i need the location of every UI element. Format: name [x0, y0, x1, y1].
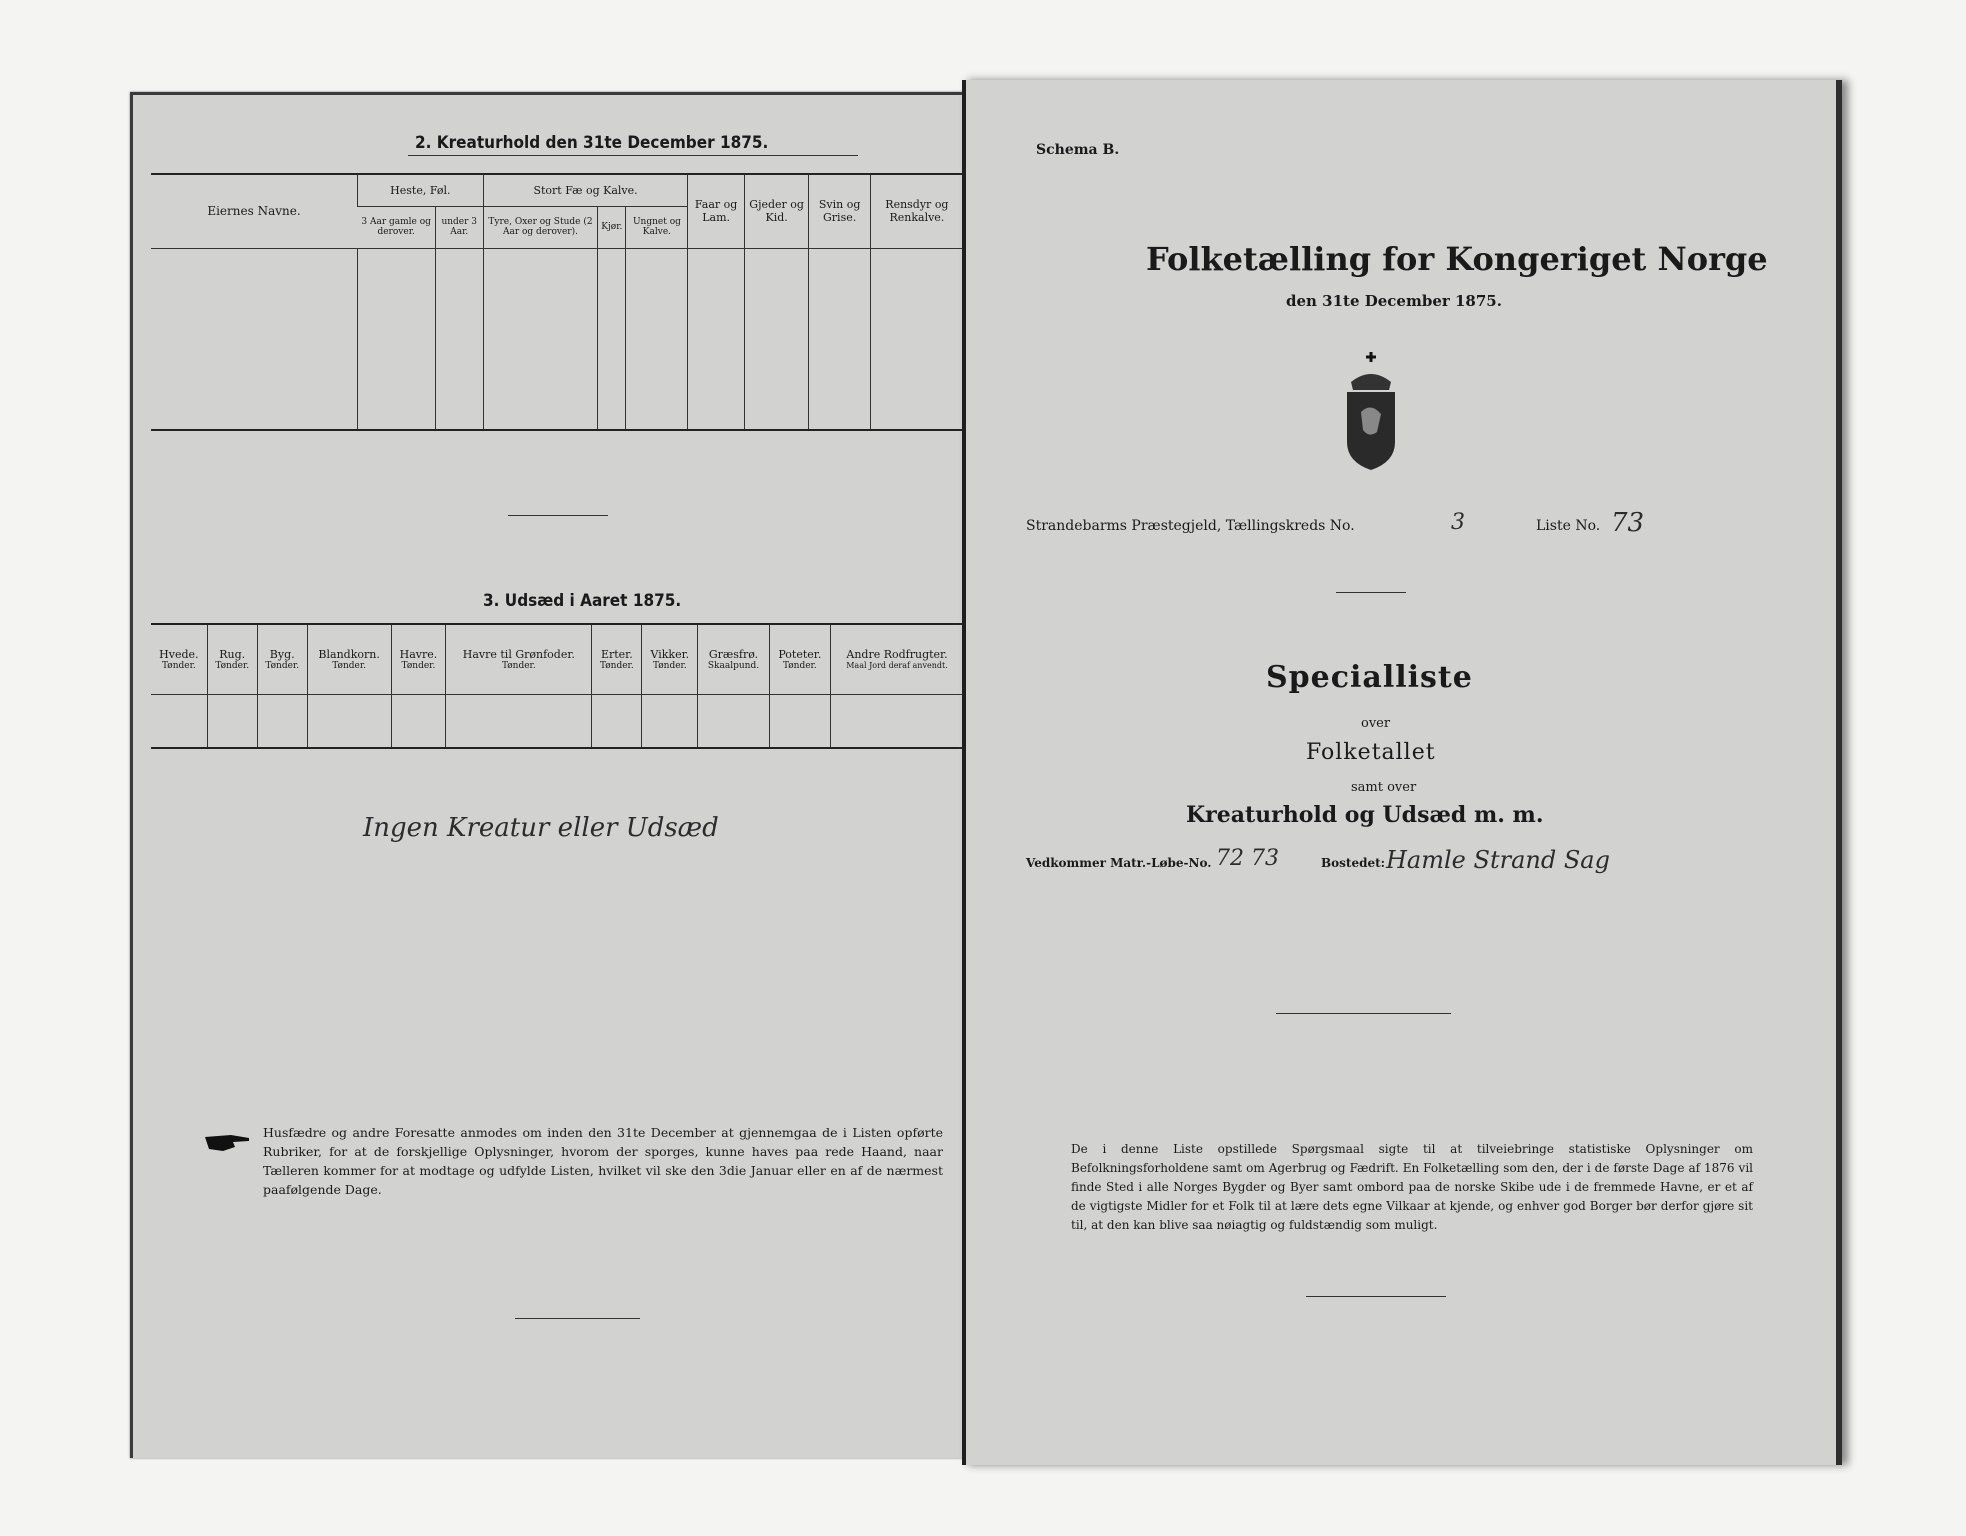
samt-over: samt over [1351, 780, 1417, 795]
livestock-empty-row [151, 248, 963, 430]
date-line: den 31te December 1875. [1286, 292, 1502, 310]
horses-header: Heste, Føl. [358, 174, 484, 206]
right-page [962, 80, 1842, 1465]
seed-table [151, 623, 963, 749]
crop-havre-gronfoder: Havre til Grønfoder. Tønder. [446, 624, 592, 694]
left-page [130, 92, 965, 1458]
pigs-header: Svin og Grise. [809, 174, 870, 248]
crop-rodfrugter: Andre Rodfrugter. Maal Jord deraf anvendt. [830, 624, 963, 694]
crop-erter: Erter. Tønder. [592, 624, 642, 694]
horse-young-header: under 3 Aar. [435, 206, 483, 248]
cattle-header: Stort Fæ og Kalve. [483, 174, 688, 206]
lower-rule [1276, 1013, 1451, 1014]
bottom-rule [515, 1318, 640, 1319]
list-no: 73 [1611, 508, 1645, 538]
main-title: Folketælling for Kongeriget Norge [1146, 240, 1768, 278]
section3-title: 3. Udsæd i Aaret 1875. [483, 591, 682, 611]
schema-label: Schema B. [1036, 142, 1120, 158]
parish-label: Strandebarms Præstegjeld, Tællingskreds No. [1026, 518, 1355, 534]
sheep-header: Faar og Lam. [688, 174, 744, 248]
horse-old-header: 3 Aar gamle og derover. [361, 217, 431, 237]
notice-text: Husfædre og andre Foresatte anmodes om inden den 31te December at gjennemgaa de i Listen opførte Rubriker, for at de forskjellige Oplysninger, hvorom der sporges, kunne haves paa rede Haand, naar Tælleren kommer for at modtage og udfylde Listen, hvilket vil ske den 3die Januar eller en af de nærmest paafølgende Dage. [263, 1125, 943, 1197]
bulls-header: Tyre, Oxer og Stude (2 Aar og derover). [483, 206, 598, 248]
matr-label: Vedkommer Matr.-Løbe-No. [1026, 856, 1212, 870]
coat-of-arms-icon [1341, 352, 1401, 472]
crop-blandkorn: Blandkorn. Tønder. [307, 624, 391, 694]
kreaturhold-title: Kreaturhold og Udsæd m. m. [1186, 802, 1544, 828]
section2-title: 2. Kreaturhold den 31te December 1875. [415, 133, 769, 153]
district-no: 3 [1451, 510, 1465, 535]
title-underline [408, 155, 858, 156]
crop-poteter: Poteter. Tønder. [769, 624, 830, 694]
matr-no: 72 73 [1216, 846, 1279, 871]
goats-header: Gjeder og Kid. [744, 174, 809, 248]
livestock-table [151, 173, 963, 431]
pointing-hand-icon [203, 1127, 253, 1153]
footer-text: De i denne Liste opstillede Spørgsmaal sigte til at tilveiebringe statistiske Oplysninger om Befolkningsforholdene samt om Agerbrug og Fædrift. En Folketælling som den, der i de første Dage af 1876 vil finde Sted i alle Norges Bygder og Byer samt ombord paa de norske Skibe ude i de fremmede Havne, er et af de vigtigste Midler for et Folk til at lære dets egne Vilkaar at kjende, og enhver god Borger bør derfor gjøre sit til, at den kan blive saa nøiagtig og fuldstændig som muligt. [1071, 1142, 1753, 1232]
bosted-label: Bostedet: [1321, 856, 1386, 870]
seed-empty-row [151, 694, 963, 748]
mid-rule [1336, 592, 1406, 593]
over-text: over [1361, 716, 1391, 731]
cows-header: Kjør. [598, 206, 626, 248]
folketallet: Folketallet [1306, 740, 1436, 765]
calves-header: Ungnet og Kalve. [626, 206, 688, 248]
crop-rug: Rug. Tønder. [207, 624, 257, 694]
crop-vikker: Vikker. Tønder. [642, 624, 698, 694]
separator-rule [508, 515, 608, 516]
list-label: Liste No. [1536, 518, 1601, 534]
special-title: Specialliste [1266, 660, 1473, 695]
crop-graesfro: Græsfrø. Skaalpund. [698, 624, 769, 694]
crop-havre: Havre. Tønder. [391, 624, 446, 694]
handwritten-note: Ingen Kreatur eller Udsæd [363, 813, 719, 843]
crop-byg: Byg. Tønder. [257, 624, 307, 694]
crop-hvede: Hvede. Tønder. [159, 647, 199, 671]
bosted-value: Hamle Strand Sag [1386, 846, 1610, 874]
reindeer-header: Rensdyr og Renkalve. [870, 174, 963, 248]
owner-header: Eiernes Navne. [207, 204, 301, 219]
footer-rule [1306, 1296, 1446, 1297]
